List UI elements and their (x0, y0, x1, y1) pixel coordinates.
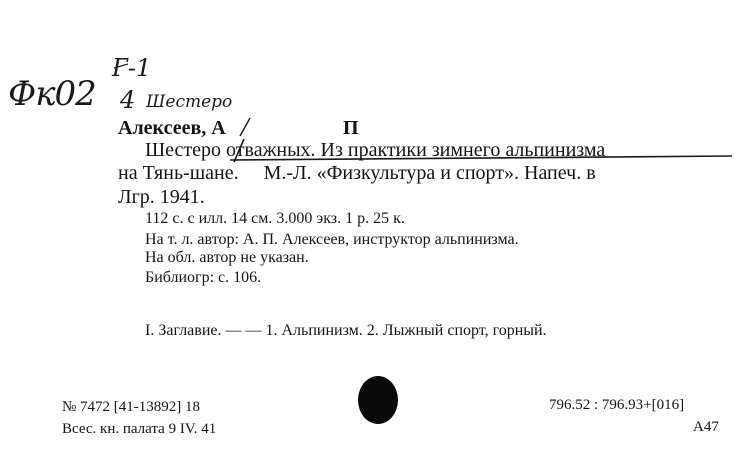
author-heading: Алексеев, А (118, 117, 226, 139)
title-line-1: Шестеро отважных. Из практики зимнего альпинизма (145, 139, 606, 161)
title-line-2: на Тянь-шане. М.-Л. «Физкультура и спорт». Напеч. в (118, 162, 596, 184)
shelf-code: A47 (693, 419, 719, 435)
author-on-title-note: На т. л. автор: А. П. Алексеев, инструктор альпинизма. (145, 231, 519, 248)
cover-note: На обл. автор не указан. (145, 249, 309, 266)
handwritten-author-note: Шестеро (146, 92, 233, 112)
bibliography-note: Библиогр: с. 106. (145, 269, 262, 286)
handwritten-shelfmark: Фк02 (8, 74, 96, 114)
title-slash (234, 139, 244, 162)
subject-tracings: I. Заглавие. — — 1. Альпинизм. 2. Лыжный спорт, горный. (145, 322, 547, 339)
title-underline (230, 156, 732, 160)
heading-slash (240, 118, 250, 136)
shelf-mark (114, 64, 128, 68)
handwritten-shelf-bottom: 4 (120, 86, 136, 114)
title-line-3: Лгр. 1941. (118, 186, 205, 208)
chamber-date: Всес. кн. палата 9 IV. 41 (62, 421, 217, 437)
card-number: № 7472 [41-13892] 18 (62, 399, 201, 415)
author-initial: П (343, 117, 359, 139)
punch-hole (358, 376, 398, 424)
classification-code: 796.52 : 796.93+[016] (549, 397, 685, 413)
physical-description: 112 с. с илл. 14 см. 3.000 экз. 1 р. 25 к. (145, 210, 405, 227)
handwritten-shelf-top: Г-1 (112, 54, 152, 82)
